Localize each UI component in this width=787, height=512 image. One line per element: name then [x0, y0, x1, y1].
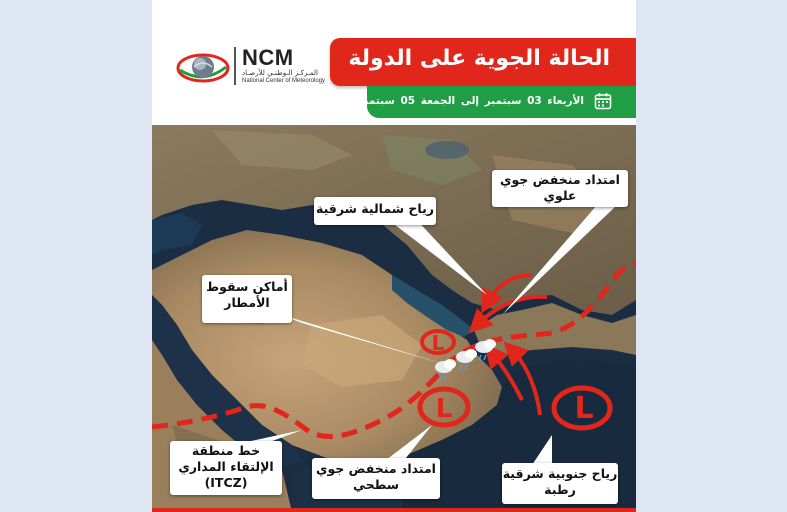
callout-southeast-winds	[502, 463, 618, 504]
callout-surface-low	[312, 458, 440, 499]
satellite-map	[152, 125, 636, 512]
svg-text:L: L	[435, 394, 453, 424]
calendar-icon	[594, 92, 612, 110]
callout-line: امتداد منخفض جوي	[500, 172, 620, 187]
ncm-logo	[176, 45, 346, 87]
callout-northeast-winds	[314, 197, 436, 225]
bottom-accent-strip	[152, 508, 636, 512]
logo-acronym: NCM	[242, 45, 294, 70]
callout-line: رياح شمالية شرقية	[316, 201, 434, 216]
callout-line: رياح جنوبية شرقية	[502, 466, 618, 481]
callout-itcz	[170, 441, 282, 495]
callout-rain-areas	[202, 275, 292, 323]
callout-line: (ITCZ)	[204, 475, 248, 490]
weather-infographic	[152, 0, 636, 512]
callout-line: أماكن سقوط	[206, 279, 288, 294]
callout-line: سطحي	[352, 477, 400, 492]
callout-line: الأمطار	[224, 295, 270, 310]
svg-text:L: L	[574, 391, 594, 426]
logo-divider	[234, 47, 236, 85]
globe-logo-icon	[176, 49, 230, 85]
logo-english-name: National Center of Meteorology	[242, 78, 326, 84]
date-banner	[323, 86, 636, 118]
callout-line: خط منطقة	[191, 443, 261, 458]
callout-line: علوي	[543, 188, 577, 203]
svg-text:L: L	[431, 331, 445, 355]
title-banner	[330, 38, 636, 86]
date-range: الأربعاء 03 سبتمبر إلى الجمعة 05 سبتمبر 2025	[323, 95, 584, 107]
callout-line: الإلتقاء المداري	[178, 459, 274, 474]
logo-arabic-name: المـركـز الـوطنـي للأرصـاد	[242, 69, 318, 77]
callout-line: امتداد منخفض جوي	[316, 461, 436, 476]
page-title: الحالة الجوية على الدولة	[348, 46, 610, 71]
callout-upper-low	[492, 170, 628, 207]
callout-line: رطبة	[544, 482, 576, 497]
